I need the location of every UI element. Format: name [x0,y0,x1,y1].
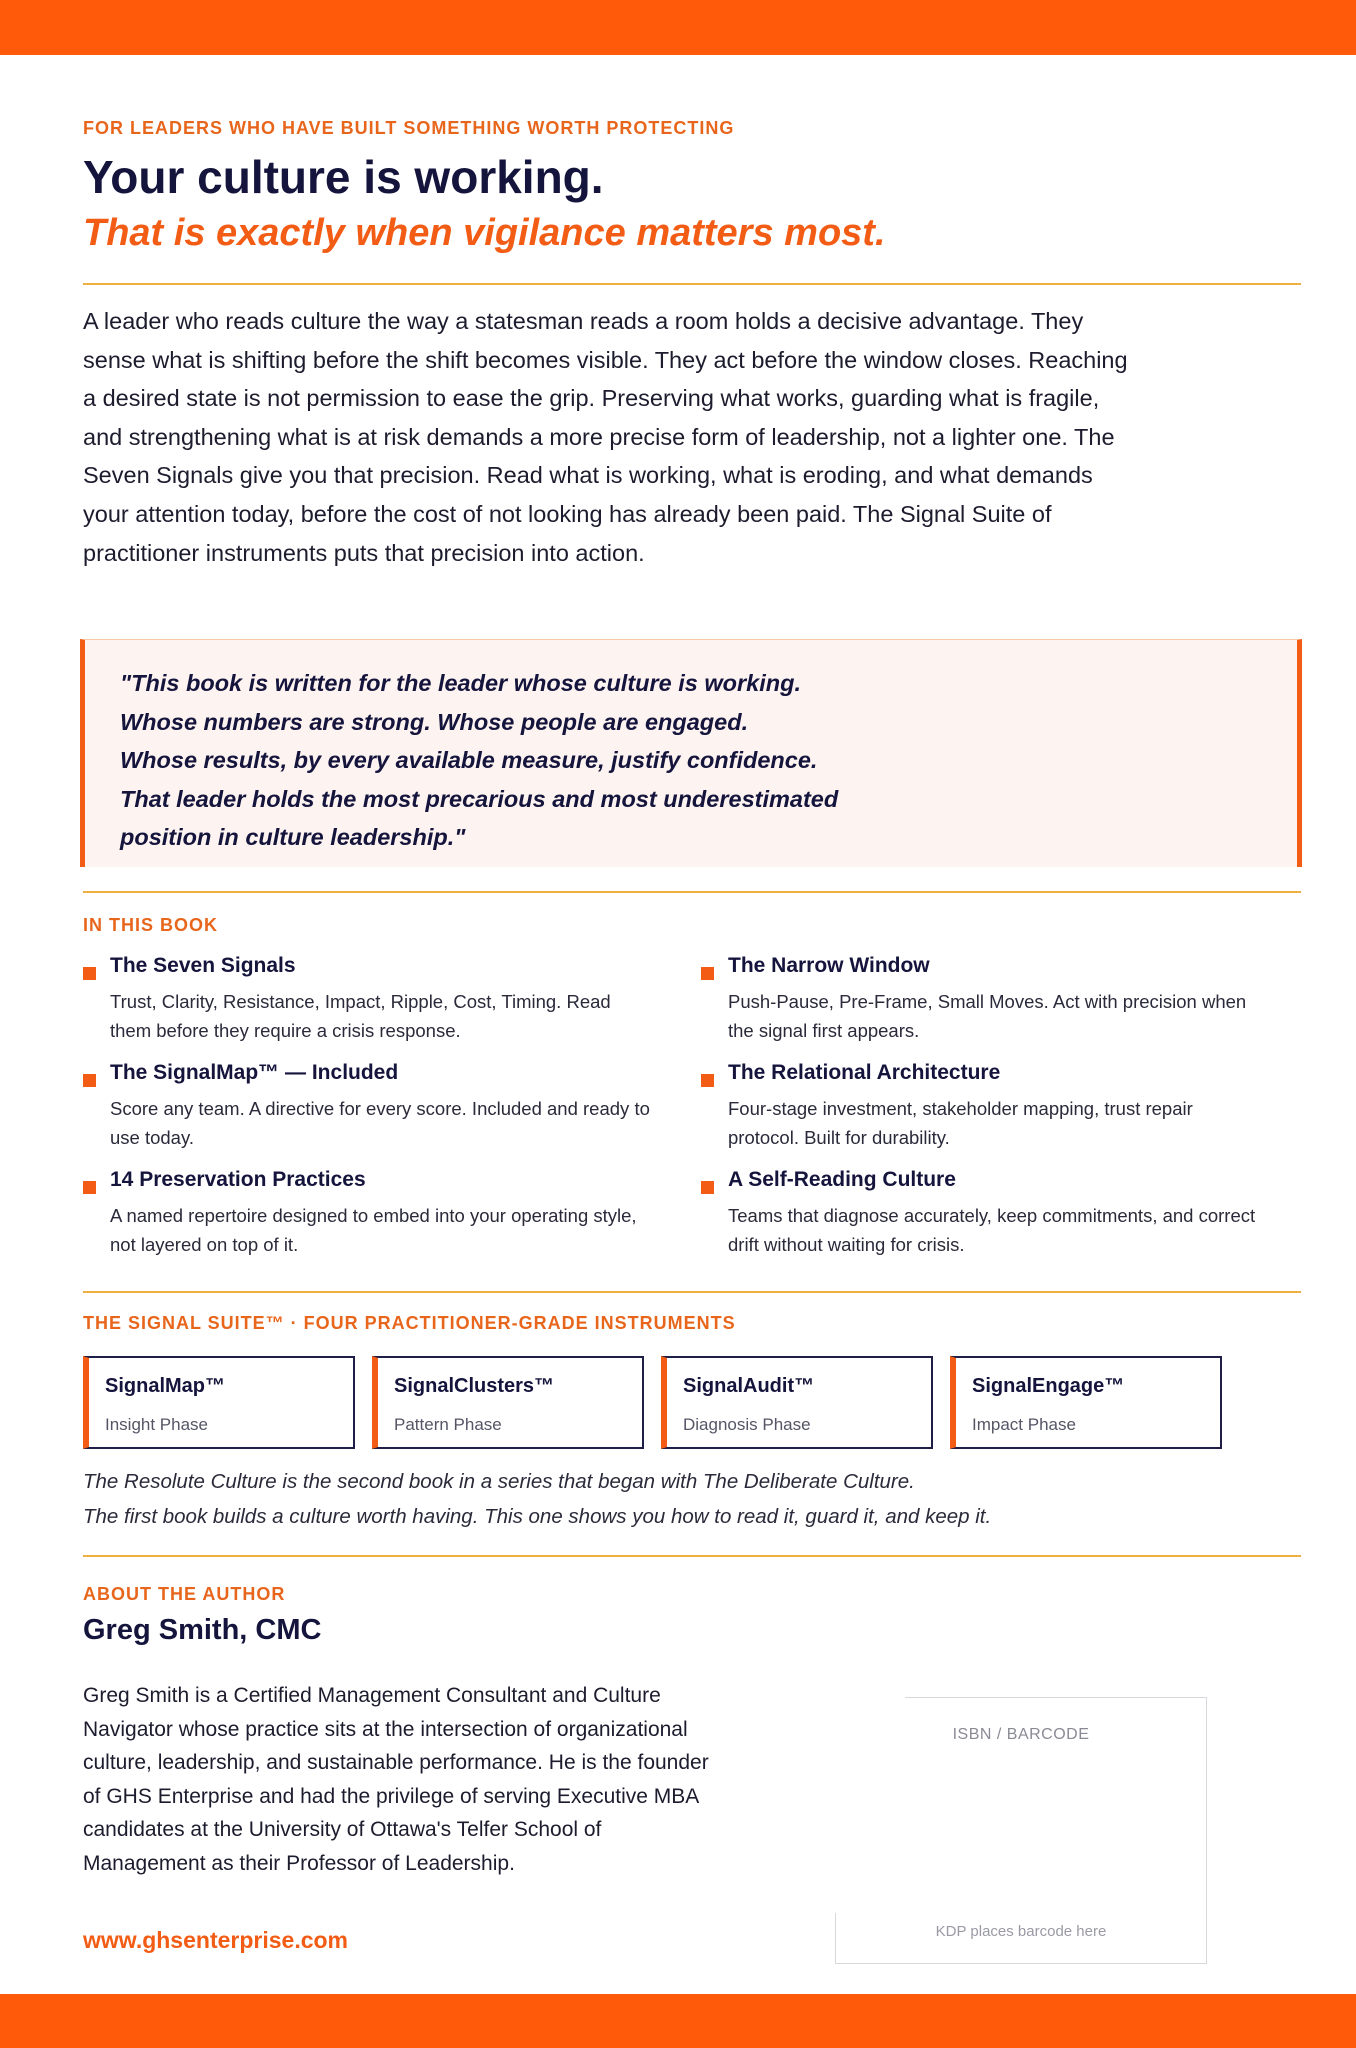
square-bullet-icon [701,1181,714,1194]
instrument-phase: Insight Phase [105,1415,209,1434]
instrument-name: SignalMap™ [105,1375,226,1397]
author-website-link[interactable]: www.ghsenterprise.com [83,1927,348,1953]
divider [83,1291,1301,1293]
series-note [83,1464,1233,1534]
pull-quote [120,664,1120,857]
square-bullet-icon [83,967,96,980]
square-bullet-icon [83,1074,96,1087]
instrument-card-signalaudit [661,1356,933,1449]
section-label-about-author: ABOUT THE AUTHOR [83,1584,286,1604]
kicker-text: FOR LEADERS WHO HAVE BUILT SOMETHING WORTH PROTECTING [83,118,735,138]
section-label-in-this-book: IN THIS BOOK [83,915,219,935]
feature-title: The Seven Signals [110,954,296,977]
series-note-line: The first book builds a culture worth having. This one shows you how to read it, guard it, and keep it. [83,1505,992,1528]
instrument-name: SignalEngage™ [972,1375,1125,1397]
instrument-card-signalengage [950,1356,1222,1449]
feature-title: The Narrow Window [728,954,930,977]
author-bio: Greg Smith is a Certified Management Consultant and Culture Navigator whose practice sits at the intersection of organizational culture, leadership, and sustainable performance. He is the founder of GHS Enterprise and had the privilege of serving Executive MBA candidates at the University of Ottawa's Telfer School of Management as their Professor of Leadership. [83,1684,709,1875]
quote-line: "This book is written for the leader whose culture is working. [120,670,802,696]
feature-title: The SignalMap™ — Included [110,1061,399,1084]
barcode-note: KDP places barcode here [935,1923,1107,1940]
divider [83,891,1301,893]
subheadline: That is exactly when vigilance matters most. [83,212,886,254]
instrument-phase: Diagnosis Phase [683,1415,811,1434]
feature-title: A Self-Reading Culture [728,1168,956,1191]
instrument-name: SignalClusters™ [394,1375,555,1397]
top-color-band [0,0,1356,55]
feature-description: A named repertoire designed to embed into your operating style, not layered on top of it. [110,1205,637,1255]
headline: Your culture is working. [83,151,604,203]
quote-line: That leader holds the most precarious and most underestimated [120,785,839,812]
square-bullet-icon [701,1074,714,1087]
intro-paragraph: A leader who reads culture the way a statesman reads a room holds a decisive advantage. They sense what is shifting before the shift becomes visible. They act before the window closes. Reaching a desired state is not permission to ease the grip. Preserving what works, guarding what is fragile, and strengthening what is at risk demands a more precise form of leadership, not a lighter one. The Seven Signals give you that precision. Read what is working, what is eroding, and what demands your attention today, before the cost of not looking has already been paid. The Signal Suite of practitioner instruments puts that precision into action. [83,308,1128,566]
quote-line: Whose numbers are strong. Whose people are engaged. [120,708,749,735]
feature-description: Trust, Clarity, Resistance, Impact, Ripple, Cost, Timing. Read them before they require a crisis response. [110,991,611,1041]
section-label-signal-suite: THE SIGNAL SUITE™ · FOUR PRACTITIONER-GRADE INSTRUMENTS [83,1313,736,1333]
feature-description: Four-stage investment, stakeholder mapping, trust repair protocol. Built for durability. [728,1098,1193,1148]
feature-description: Teams that diagnose accurately, keep commitments, and correct drift without waiting for crisis. [728,1205,1256,1255]
author-name: Greg Smith, CMC [83,1614,322,1646]
series-note-line: The Resolute Culture is the second book in a series that began with The Deliberate Culture. [83,1470,915,1493]
feature-description: Push-Pause, Pre-Frame, Small Moves. Act with precision when the signal first appears. [728,991,1247,1041]
instrument-phase: Impact Phase [972,1415,1076,1434]
bottom-color-band [0,1994,1356,2048]
feature-title: 14 Preservation Practices [110,1168,366,1191]
square-bullet-icon [83,1181,96,1194]
square-bullet-icon [701,967,714,980]
instrument-card-signalclusters [372,1356,644,1449]
quote-line: position in culture leadership." [120,824,466,850]
pull-quote-box [80,639,1302,867]
quote-line: Whose results, by every available measure, justify confidence. [120,747,818,773]
divider [83,283,1301,285]
instrument-card-signalmap [83,1356,355,1449]
barcode-label: ISBN / BARCODE [952,1726,1090,1743]
instrument-phase: Pattern Phase [394,1415,502,1434]
divider [83,1555,1301,1557]
instrument-name: SignalAudit™ [683,1375,815,1397]
feature-description: Score any team. A directive for every score. Included and ready to use today. [110,1098,650,1148]
feature-title: The Relational Architecture [728,1061,1001,1084]
